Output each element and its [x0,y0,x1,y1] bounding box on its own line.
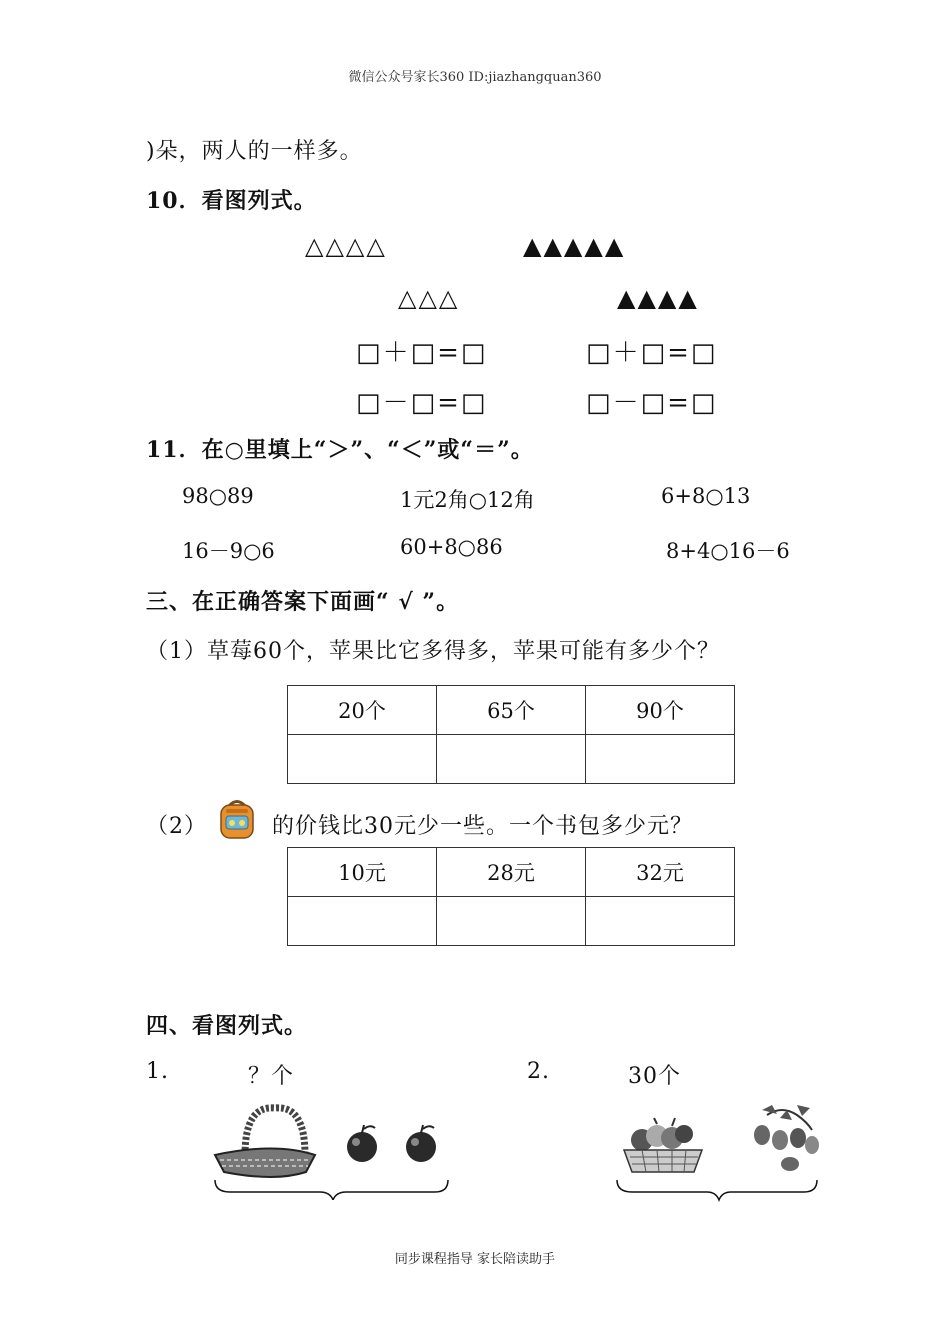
q11-item-3[interactable]: 6+8○13 [661,484,751,508]
q11-title: 11．在○里填上“＞”、“＜”或“＝”。 [146,437,534,463]
section4-title: 四、看图列式。 [146,1013,308,1039]
q10-left-subtraction[interactable]: □－□=□ [356,388,488,418]
q11-item-6[interactable]: 8+4○16－6 [666,539,790,563]
section4-problem1-label: ？个 [248,1064,295,1089]
q11-item-5[interactable]: 60+8○86 [400,535,503,559]
q2-option-28: 28元 [437,848,586,897]
q10-solid-triangles-row1: ▲▲▲▲▲ [523,232,626,260]
continuation-line: )朵，两人的一样多。 [146,139,363,164]
q1-option-20: 20个 [288,686,437,735]
apple-icon [406,1125,436,1162]
q2-check-cell-2[interactable] [437,897,586,946]
q10-left-addition[interactable]: □＋□=□ [356,338,488,368]
q2-option-32: 32元 [586,848,735,897]
bracket-brace-icon [617,1180,817,1200]
q1-check-cell-2[interactable] [437,735,586,784]
section4-problem2-number: 2. [527,1059,550,1084]
schoolbag-icon [214,796,260,842]
q10-hollow-triangles-row2: △△△ [398,284,460,312]
page-footer: 同步课程指导 家长陪读助手 [394,1252,556,1267]
q11-item-4[interactable]: 16－9○6 [182,539,275,563]
q1-option-90: 90个 [586,686,735,735]
basket-apples-picture [210,1100,460,1200]
q10-right-subtraction[interactable]: □－□=□ [586,388,718,418]
section4-problem2-label: 30个 [628,1064,681,1089]
q10-solid-triangles-row2: ▲▲▲▲ [617,284,699,312]
basket-icon [215,1108,315,1177]
q1-answer-table [287,685,735,784]
q10-right-addition[interactable]: □＋□=□ [586,338,718,368]
section4-problem1-number: 1. [146,1059,169,1084]
q2-option-10: 10元 [288,848,437,897]
q11-item-1[interactable]: 98○89 [182,484,254,508]
strawberry-branch-icon [754,1105,819,1171]
q2-check-cell-1[interactable] [288,897,437,946]
q10-hollow-triangles-row1: △△△△ [305,232,387,260]
section3-q1-text: （1）草莓60个，苹果比它多得多，苹果可能有多少个？ [146,639,720,664]
q2-answer-table [287,847,735,946]
q10-title: 10．看图列式。 [146,188,317,214]
q2-check-cell-3[interactable] [586,897,735,946]
q11-item-2[interactable]: 1元2角○12角 [400,488,535,512]
section3-title: 三、在正确答案下面画“ √ ”。 [146,589,460,615]
q1-option-65: 65个 [437,686,586,735]
strawberry-picture [612,1100,827,1210]
page-header: 微信公众号家长360 ID:jiazhangquan360 [348,70,602,85]
strawberry-basket-icon [624,1118,702,1172]
section3-q2-prefix: （2） [146,814,207,839]
bracket-brace-icon [215,1180,448,1200]
q1-check-cell-3[interactable] [586,735,735,784]
section3-q2-text: 的价钱比30元少一些。一个书包多少元？ [272,814,693,839]
q1-check-cell-1[interactable] [288,735,437,784]
apple-icon [347,1125,377,1162]
